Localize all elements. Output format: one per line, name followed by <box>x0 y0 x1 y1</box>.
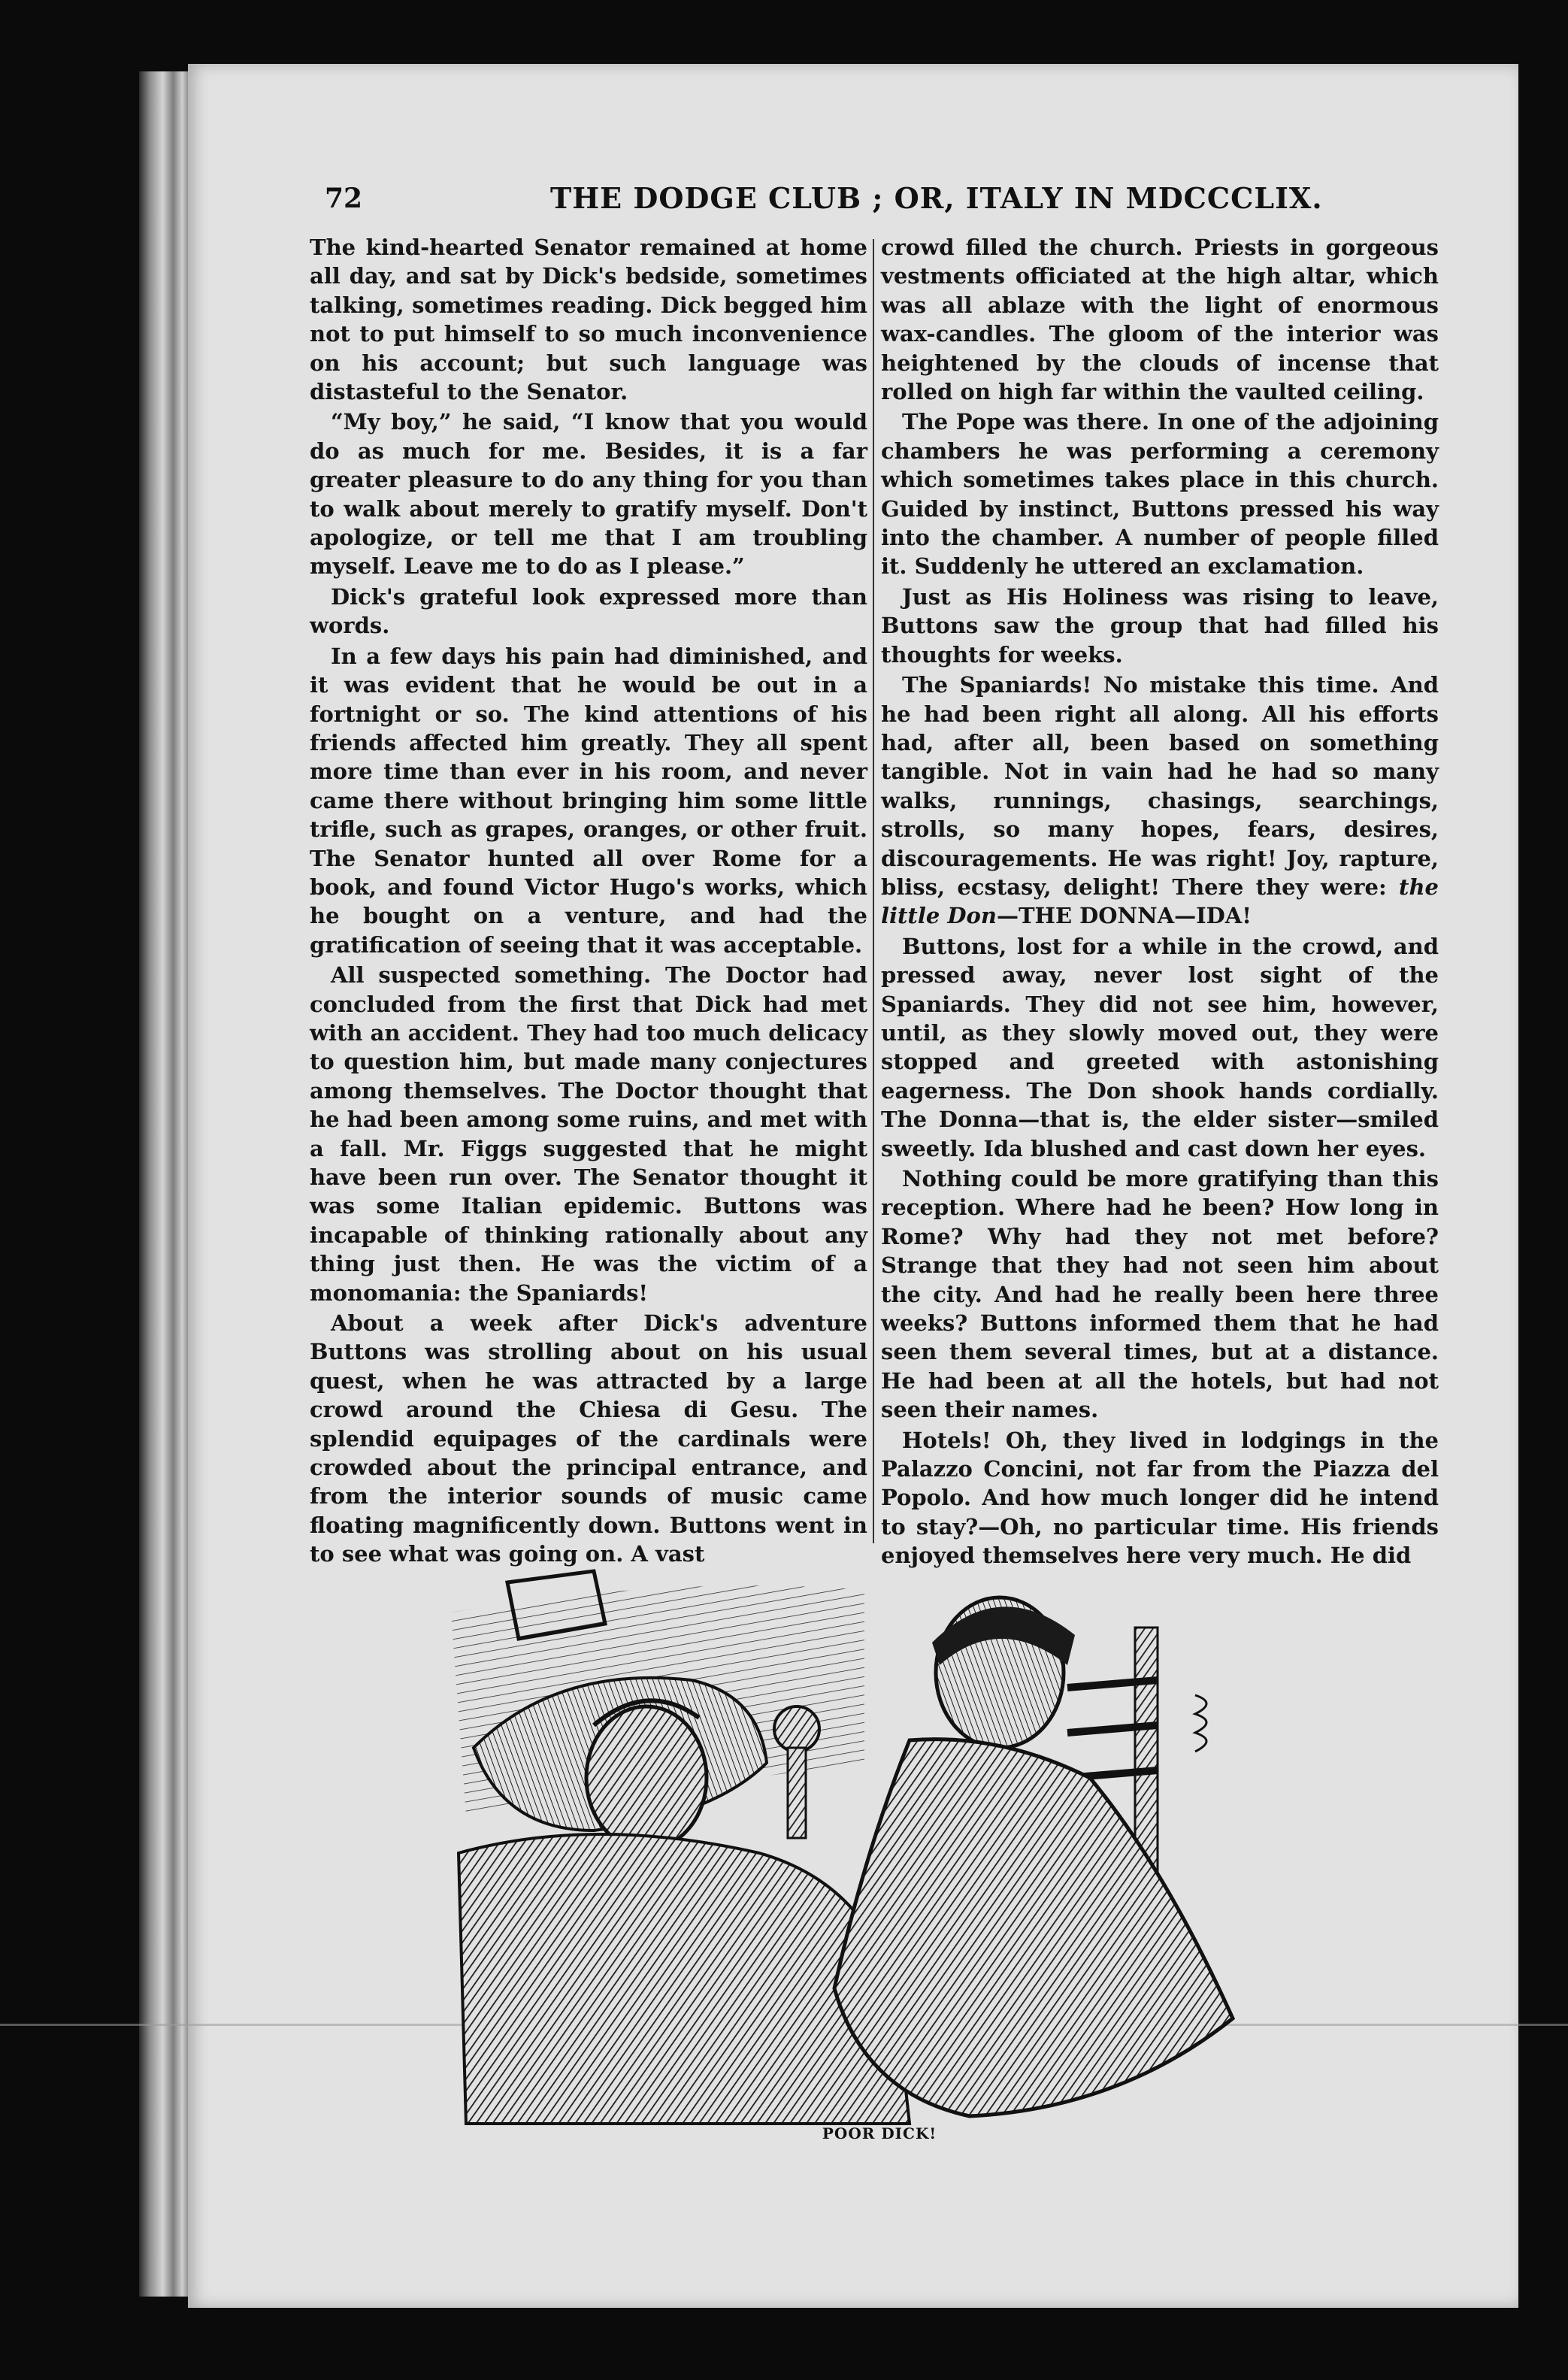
paragraph: Dick's grateful look expressed more than words. <box>310 583 867 639</box>
bedpost-knob <box>774 1706 819 1752</box>
page-number: 72 <box>325 183 363 214</box>
column-rule <box>873 239 874 1543</box>
shading-stroke <box>1195 1695 1206 1752</box>
senator-cloak <box>834 1740 1233 2116</box>
paragraph <box>881 671 1439 931</box>
paragraph: Nothing could be more gratifying than this reception. Where had he been? How long in Rome? Why had they not met before? Strange that they had not seen him about the city. And had he really been here three weeks? Buttons informed them that he had seen them several times, but at a distance. He had been at all the hotels, but had not seen their names. <box>881 1166 1439 1423</box>
paragraph: About a week after Dick's adventure Buttons was strolling about on his usual quest, when he was attracted by a large crowd around the Chiesa di Gesu. The splendid equipages of the cardinals were crowded about the principal entrance, and from the interior sounds of music came floating magnificently down. Buttons went in to see what was going on. A vast <box>310 1310 867 1567</box>
patient-head <box>586 1706 707 1849</box>
paragraph: Buttons, lost for a while in the crowd, and pressed away, never lost sight of the Spaniards. They did not see him, however, until, as they slowly moved out, they were stopped and greeted with astonishing eagerness. The Don shook hands cordially. The Donna—that is, the elder sister—smiled sweetly. Ida blushed and cast down her eyes. <box>881 933 1439 1161</box>
page-header <box>325 177 1437 222</box>
bedpost <box>788 1748 806 1838</box>
italic-phrase: the little Don <box>881 874 1439 929</box>
paragraph: The kind-hearted Senator remained at home all day, and sat by Dick's bedside, sometimes talking, sometimes reading. Dick begged him not to put himself to so much inconvenience on his account; but such language was distasteful to the Senator. <box>310 235 867 405</box>
engraving-illustration <box>443 1567 1285 2124</box>
illustration-caption: POOR DICK! <box>822 2124 937 2142</box>
paragraph-text: The Spaniards! No mistake this time. And he had been right all along. All his efforts had, after all, been based on something tangible. Not in vain had he had so many walks, runnings, chasings, searchings, strolls, so many hopes, fears, desires, discouragements. He was right! Joy, rapture, bliss, ecstasy, delight! There they were: <box>881 672 1439 900</box>
paragraph: In a few days his pain had diminished, and it was evident that he would be out in a fortnight or so. The kind attentions of his friends affected him greatly. They all spent more time than ever in his room, and never came there without bringing him some little trifle, such as grapes, oranges, or other fruit. The Senator hunted all over Rome for a book, and found Victor Hugo's works, which he bought on a venture, and had the gratification of seeing that it was acceptable. <box>310 643 867 958</box>
paragraph: “My boy,” he said, “I know that you would do as much for me. Besides, it is a far greater pleasure to do any thing for you than to walk about merely to gratify myself. Don't apologize, or tell me that I am troubling myself. Leave me to do as I please.” <box>310 409 867 580</box>
em-dash: — <box>996 903 1019 929</box>
paragraph: All suspected something. The Doctor had concluded from the first that Dick had met with an accident. They had too much delicacy to question him, but made many conjectures among themselves. The Doctor thought that he had been among some ruins, and met with a fall. Mr. Figgs suggested that he might have been run over. The Senator thought it was some Italian epidemic. Buttons was incapable of thinking rationally about any thing just then. He was the victim of a monomania: the Spaniards! <box>310 962 867 1306</box>
small-caps-name: THE DONNA <box>1018 903 1175 929</box>
paragraph: crowd filled the church. Priests in gorgeous vestments officiated at the high altar, which was all ablaze with the light of enormous wax-candles. The gloom of the interior was heightened by the clouds of incense that rolled on high far within the vaulted ceiling. <box>881 235 1439 405</box>
paragraph: The Pope was there. In one of the adjoining chambers he was performing a ceremony which sometimes takes place in this church. Guided by instinct, Buttons pressed his way into the chamber. A number of people filled it. Suddenly he uttered an exclamation. <box>881 409 1439 580</box>
paragraph: Just as His Holiness was rising to leave, Buttons saw the group that had filled his thoughts for weeks. <box>881 583 1439 668</box>
em-dash: — <box>1174 903 1197 929</box>
paragraph: Hotels! Oh, they lived in lodgings in the Palazzo Concini, not far from the Piazza del Popolo. And how much longer did he intend to stay?—Oh, no particular time. His friends enjoyed themselves here very much. He did <box>881 1427 1439 1569</box>
left-column <box>310 233 867 1567</box>
name-ida: IDA! <box>1196 903 1252 929</box>
right-column <box>881 233 1439 1569</box>
book-spine <box>139 71 192 2297</box>
running-head: THE DODGE CLUB ; OR, ITALY IN MDCCCLIX. <box>550 181 1323 215</box>
